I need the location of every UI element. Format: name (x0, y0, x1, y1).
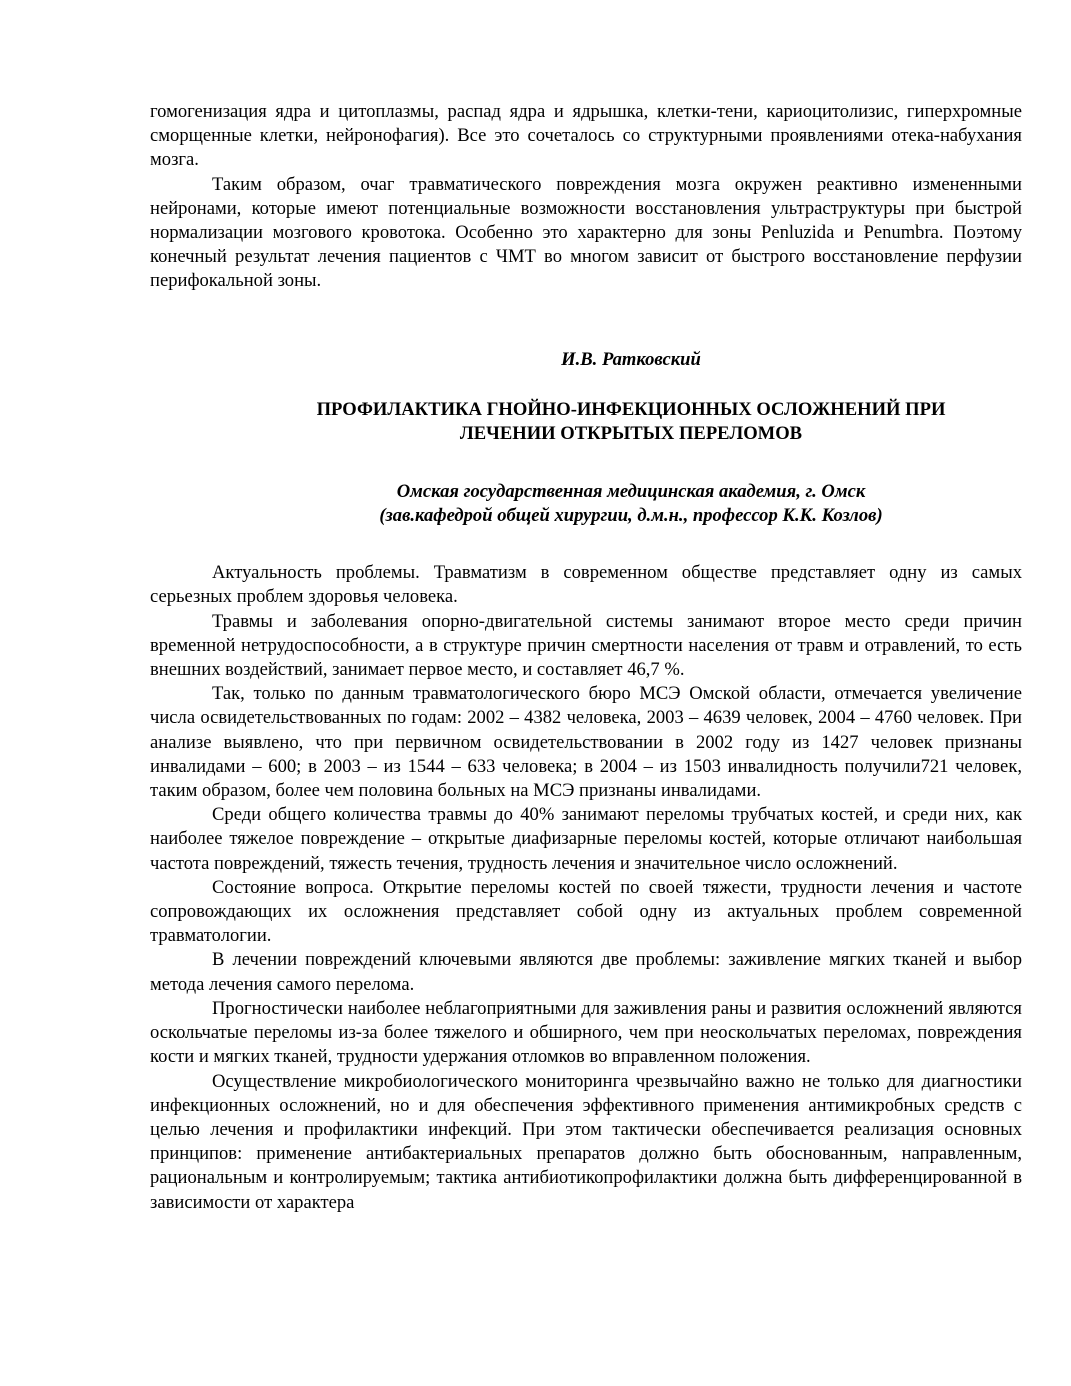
affiliation-line-2: (зав.кафедрой общей хирургии, д.м.н., профессор К.К. Козлов) (379, 505, 883, 527)
body-paragraph-relevance: Актуальность проблемы. Травматизм в современном обществе представляет одну из самых серьезных проблем здоровья человека. (150, 562, 1022, 608)
body-paragraph-injuries: Травмы и заболевания опорно-двигательной системы занимают второе место среди причин временной нетрудоспособности, а в структуре причин смертности населения от травм и отравлений, то есть внешних воздействий, занимает первое место, и составляет 46,7 %. (150, 610, 1022, 681)
body-paragraph-statistics: Так, только по данным травматологического бюро МСЭ Омской области, отмечается увеличение числа освидетельствованных по годам: 2002 – 4382 человека, 2003 – 4639 человек, 2004 – 4760 человек. При анализе выявлено, что при первичном освидетельствовании в 2002 году из 1427 человек признаны инвалидами – 600; в 2003 – из 1544 – 633 человека; в 2004 – из 1503 инвалидность получили721 человек, таким образом, более чем половина больных на МСЭ признаны инвалидами. (150, 683, 1022, 802)
article-body (150, 561, 1022, 1214)
article-author: И.В. Ратковский (561, 348, 701, 370)
article-title-line-1: ПРОФИЛАКТИКА ГНОЙНО-ИНФЕКЦИОННЫХ ОСЛОЖНЕНИЙ ПРИ (316, 398, 946, 420)
body-paragraph-monitoring: Осуществление микробиологического мониторинга чрезвычайно важно не только для диагностики инфекционных осложнений, но и для обеспечения эффективного применения антимикробных средств с целью лечения и профилактики инфекций. При этом тактически обеспечивается реализация основных принципов: применение антибактериальных препаратов должно быть обоснованным, направленным, рациональным и контролируемым; тактика антибиотикопрофилактики должна быть дифференцированной в зависимости от характера (150, 1070, 1022, 1213)
intro-paragraph-2: Таким образом, очаг травматического повреждения мозга окружен реактивно измененными нейронами, которые имеют потенциальные возможности восстановления ультраструктуры при быстрой нормализации мозгового кровотока. Особенно это характерно для зоны Penluzida и Penumbra. Поэтому конечный результат лечения пациентов с ЧМТ во многом зависит от быстрого восстановление перфузии перифокальной зоны. (150, 173, 1022, 292)
intro-paragraph-1: гомогенизация ядра и цитоплазмы, распад ядра и ядрышка, клетки-тени, кариоцитолизис, гиперхромные сморщенные клетки, нейронофагия). Все это сочеталось со структурными проявлениями отека-набухания мозга. (150, 101, 1022, 171)
article-title-line-2: ЛЕЧЕНИИ ОТКРЫТЫХ ПЕРЕЛОМОВ (459, 422, 803, 444)
article-title (150, 398, 1022, 446)
article-affiliation (150, 480, 1022, 528)
body-paragraph-problems: В лечении повреждений ключевыми являются две проблемы: заживление мягких тканей и выбор метода лечения самого перелома. (150, 949, 1022, 995)
body-paragraph-prognosis: Прогностически наиболее неблагоприятными для заживления раны и развития осложнений являются оскольчатые переломы из-за более тяжелого и обширного, чем при неоскольчатых переломах, повреждения кости и мягких тканей, трудности удержания отломков во вправленном положения. (150, 997, 1022, 1068)
body-paragraph-fractures: Среди общего количества травмы до 40% занимают переломы трубчатых костей, и среди них, как наиболее тяжелое повреждение – открытые диафизарные переломы костей, которые отличают наибольшая частота повреждений, тяжесть течения, трудность лечения и значительное число осложнений. (150, 804, 1022, 874)
document-page (150, 100, 1022, 1215)
affiliation-line-1: Омская государственная медицинская академия, г. Омск (396, 480, 866, 502)
body-paragraph-state: Состояние вопроса. Открытие переломы костей по своей тяжести, трудности лечения и частоте сопровождающих их осложнения представляет собой одну из актуальных проблем современной травматологии. (150, 876, 1022, 947)
